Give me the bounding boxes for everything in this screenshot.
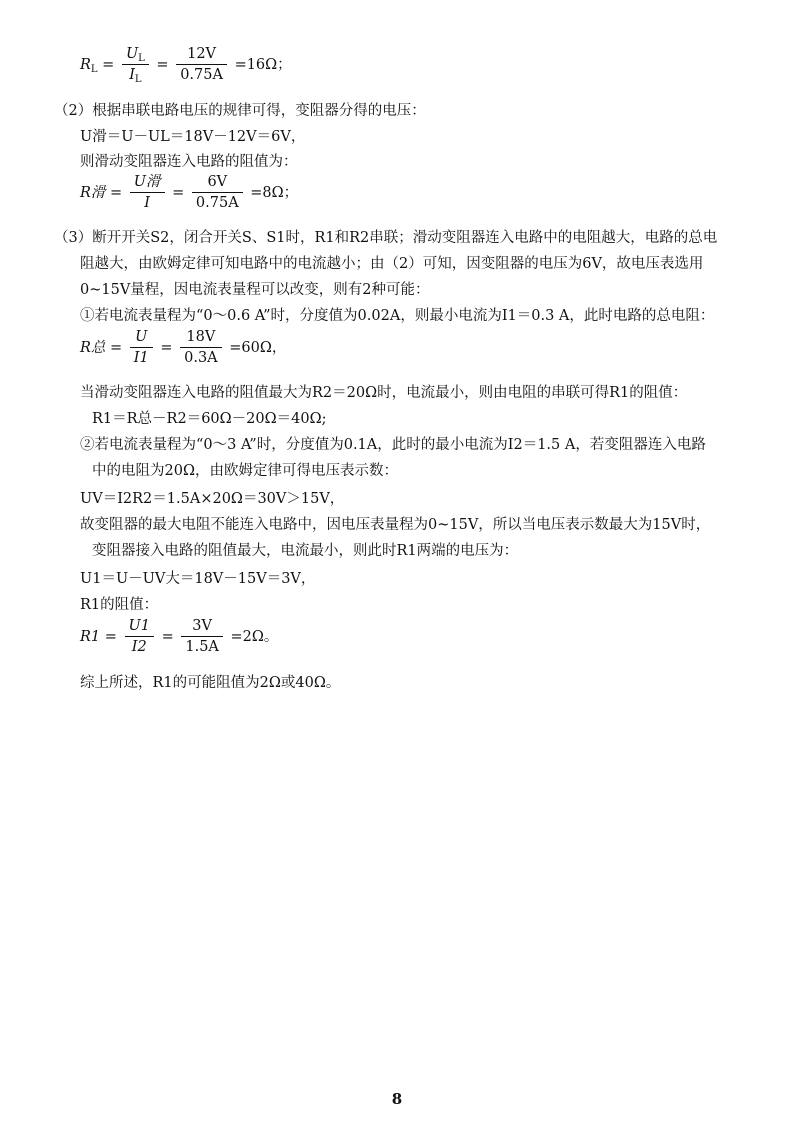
denominator: I: [144, 195, 151, 211]
denominator-value: 0.75A: [180, 67, 223, 83]
u1-formula: U1＝U－UV大＝18V－15V＝3V，: [80, 571, 316, 587]
denominator-value: 0.75A: [195, 195, 239, 211]
denominator-value: 1.5A: [185, 639, 219, 655]
denominator-value: 0.3A: [184, 350, 218, 366]
case2-line2: 中的电阻为20Ω，由欧姆定律可得电压表示数：: [92, 463, 398, 479]
cannot-line2: 变阻器接入电路的阻值最大，电流最小，则此时R1两端的电压为：: [92, 543, 519, 559]
denominator: I2: [131, 639, 147, 655]
uv-formula: UV＝I2R2＝1.5A×20Ω＝30V＞15V，: [80, 491, 345, 507]
eq-result: =60Ω，: [229, 339, 287, 356]
cannot-line1: 故变阻器的最大电阻不能连入电路中，因电压表量程为0~15V，所以当电压表示数最大为15V时，: [80, 517, 711, 533]
numerator-value: 18V: [180, 327, 222, 348]
numerator: U: [135, 329, 148, 345]
eq-lhs: R总: [80, 339, 106, 356]
numerator: U1: [128, 618, 150, 634]
eq-lhs: R滑: [80, 184, 106, 201]
equation-r1: R1 = $\frac{U1}{I2}$ = $\frac{3V}{1.5A}$ =2Ω。: [80, 618, 279, 655]
case1-text: ①若电流表量程为“0～0.6 A”时，分度值为0.02A，则最小电流为I1＝0.3 A，此时电路的总电阻：: [80, 308, 715, 324]
part2-then: 则滑动变阻器连入电路的阻值为：: [80, 154, 298, 170]
numerator-value: 6V: [192, 172, 243, 193]
fraction-numeric: [180, 327, 222, 368]
conclusion: 综上所述，R1的可能阻值为2Ω或40Ω。: [80, 675, 341, 691]
part2-intro: （2）根据串联电路电压的规律可得，变阻器分得的电压：: [54, 103, 426, 119]
eq-lhs: R1: [80, 628, 101, 645]
eq-result: =8Ω；: [250, 184, 299, 201]
numerator-sub: L: [138, 53, 145, 64]
fraction-numeric: [176, 44, 227, 85]
numerator-value: 12V: [176, 44, 227, 65]
part3-line2: 阻越大，由欧姆定律可知电路中的电流越小；由（2）可知，因变阻器的电压为6V，故电压表选用: [80, 256, 704, 272]
numerator: U滑: [133, 174, 161, 190]
part3-line3: 0~15V量程，因电流表量程可以改变，则有2种可能：: [80, 282, 430, 298]
denominator-sub: L: [134, 74, 142, 85]
fraction-numeric: [181, 616, 223, 657]
eq-lhs-sub: L: [90, 63, 98, 75]
r1-calc: R1＝R总－R2＝60Ω－20Ω＝40Ω;: [92, 411, 327, 427]
fraction-symbolic: [130, 327, 153, 368]
equation-r-slide: R滑 = $\frac{\text{U滑}}{I}$ = $\frac{6V}{0.75A}$ =8Ω；: [80, 174, 299, 211]
fraction-symbolic: [122, 44, 149, 85]
fraction-symbolic: [130, 172, 165, 213]
eq-result: =16Ω；: [234, 56, 292, 73]
denominator: I1: [133, 350, 149, 366]
part3-line1: （3）断开开关S2，闭合开关S、S1时，R1和R2串联；滑动变阻器连入电路中的电阻越大，电路的总电: [54, 230, 718, 246]
eq-lhs: R: [80, 56, 91, 73]
slide-voltage-formula: U滑＝U－UL＝18V－12V＝6V，: [80, 129, 306, 145]
fraction-symbolic: [125, 616, 154, 657]
case2-line1: ②若电流表量程为“0～3 A”时，分度值为0.1A，此时的最小电流为I2＝1.5 A，若变阻器连入电路: [80, 437, 706, 453]
equation-rl: $R_L$ = $\frac{U_L}{I_L}$ = $\frac{12V}{0.75A}$ =16Ω；: [80, 46, 292, 85]
numerator: U: [125, 46, 139, 62]
r1-label: R1的阻值：: [80, 597, 159, 613]
page-number: 8: [391, 1090, 403, 1108]
when-max-text: 当滑动变阻器连入电路的阻值最大为R2＝20Ω时，电流最小，则由电阻的串联可得R1的阻值：: [80, 385, 688, 401]
equation-r-total: R总 = $\frac{U}{I1}$ = $\frac{18V}{0.3A}$ =60Ω，: [80, 329, 287, 366]
numerator-value: 3V: [181, 616, 223, 637]
fraction-numeric: [192, 172, 243, 213]
eq-result: =2Ω。: [230, 628, 279, 645]
denominator: I: [129, 67, 135, 83]
